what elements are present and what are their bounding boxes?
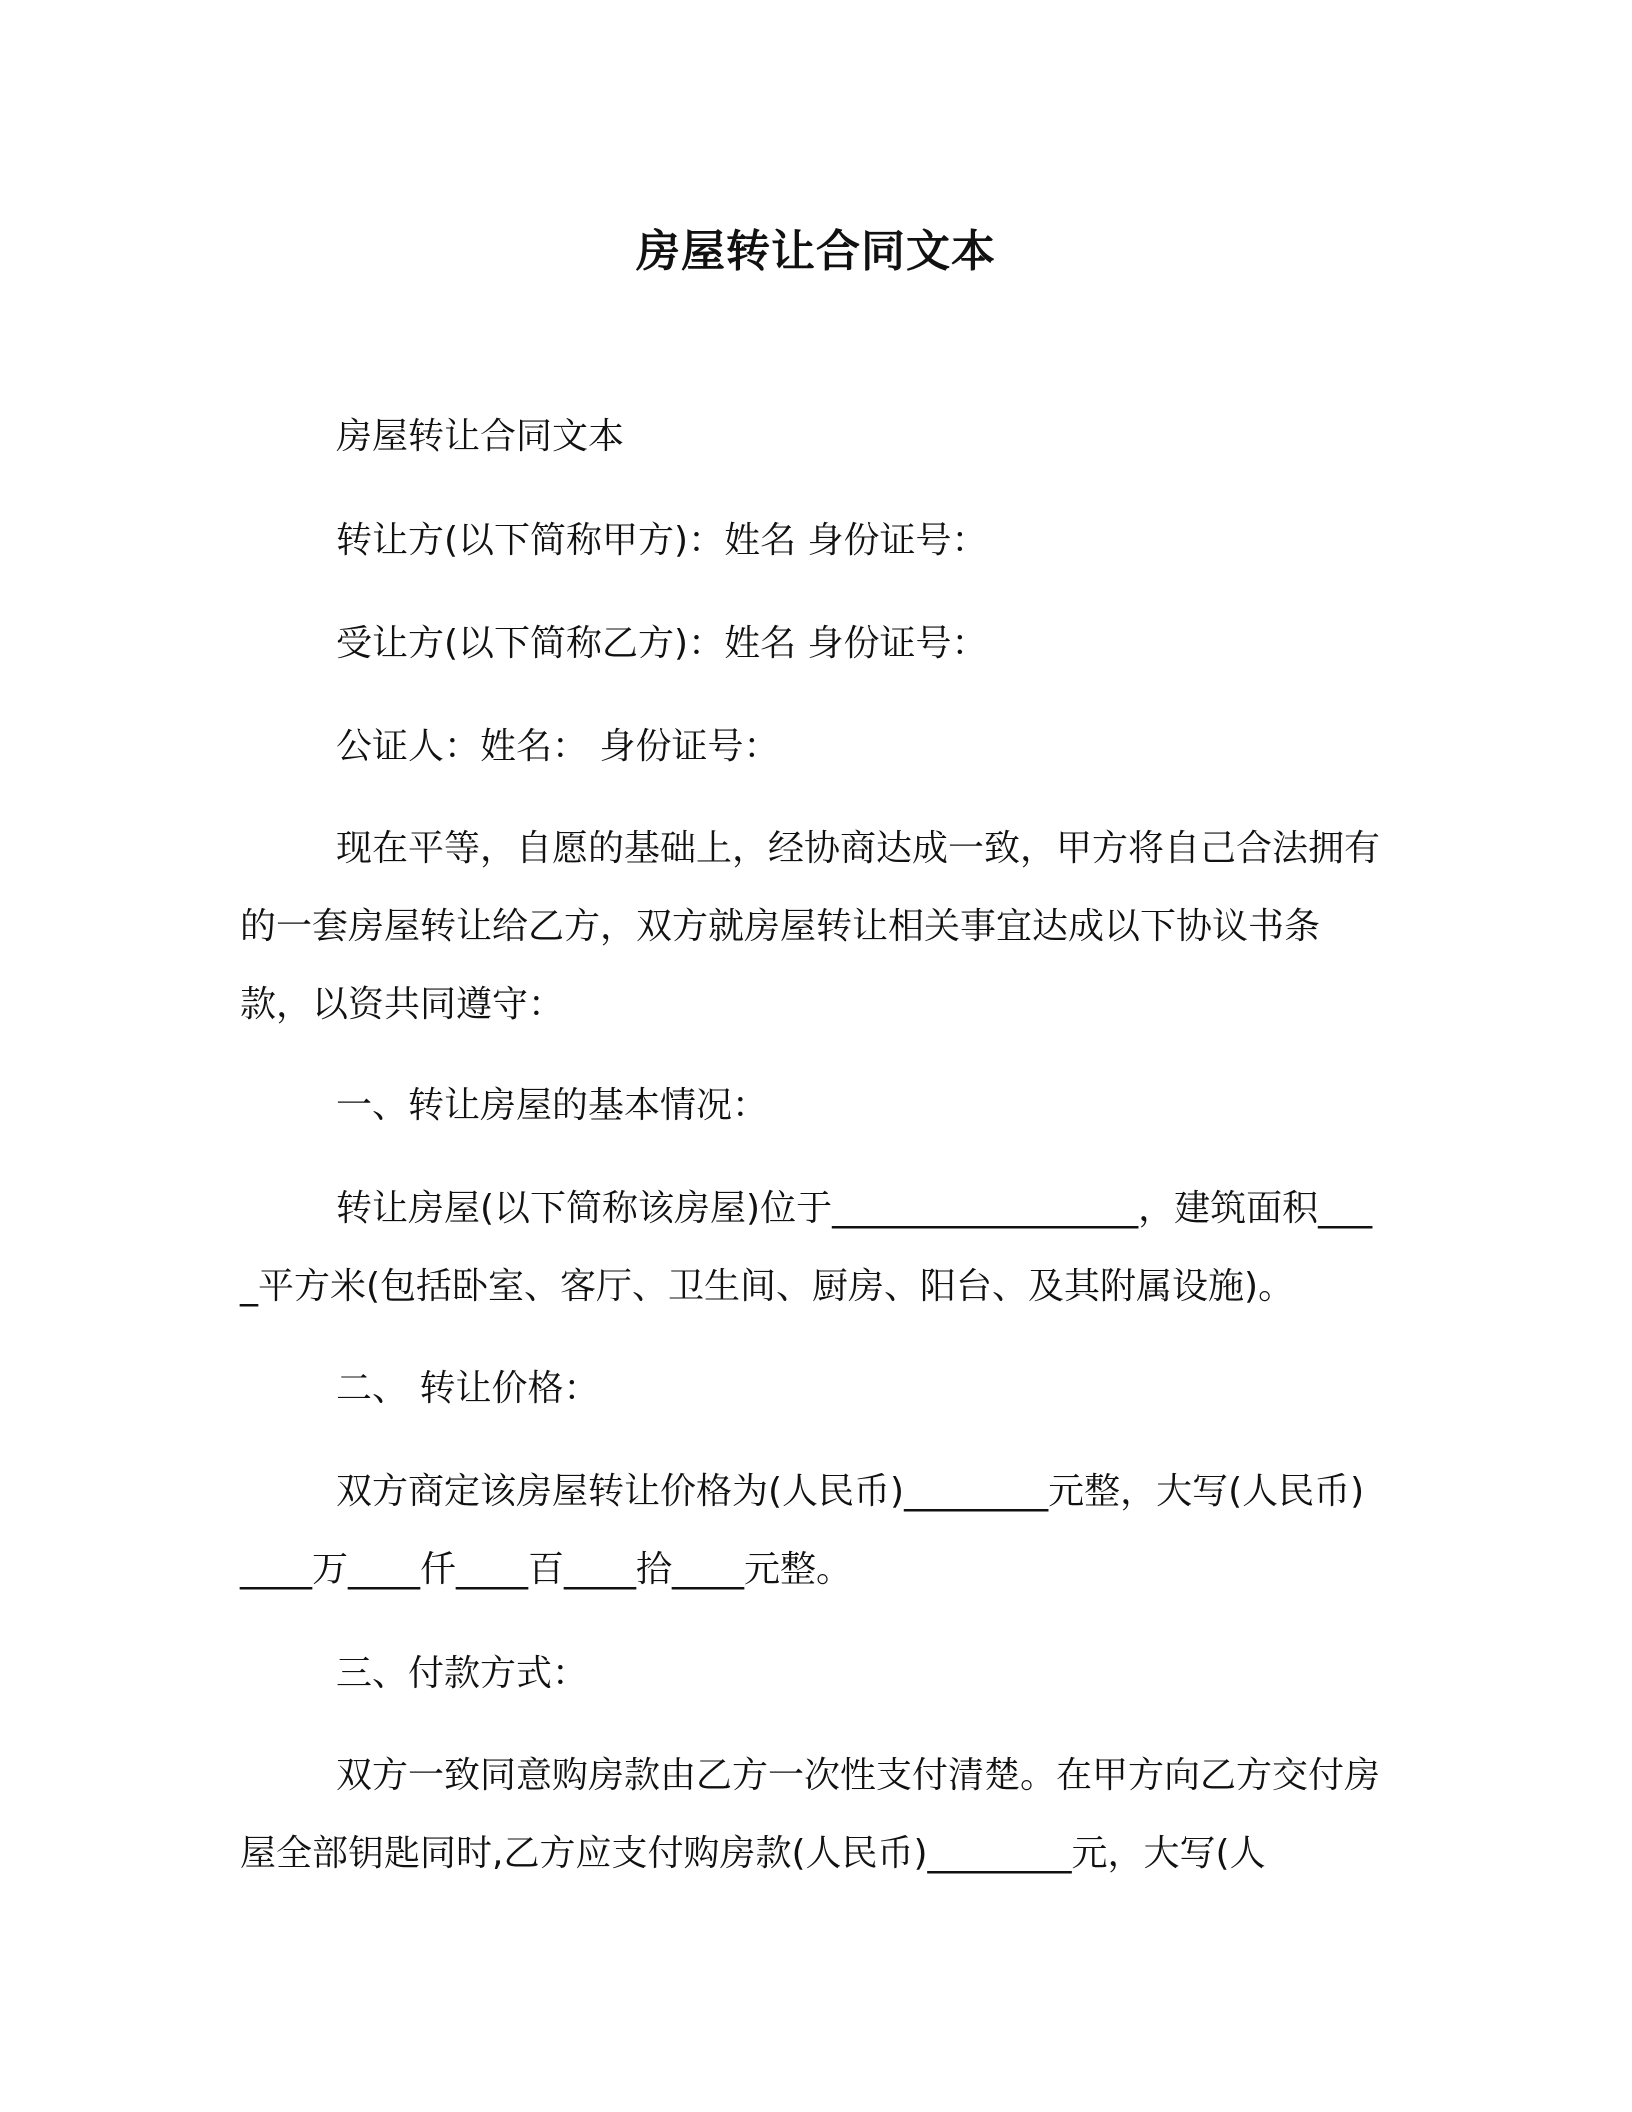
paragraph-heading: 房屋转让合同文本 xyxy=(336,416,625,457)
paragraph-price: 双方商定该房屋转让价格为(人民币)________元整，大写(人民币)____万____仟____百____拾____元整。 xyxy=(240,1471,1365,1590)
paragraph-notary: 公证人：姓名： 身份证号： xyxy=(336,726,780,767)
section-heading-basic-info: 一、转让房屋的基本情况： xyxy=(336,1085,769,1126)
paragraph-preamble: 现在平等，自愿的基础上，经协商达成一致，甲方将自己合法拥有的一套房屋转让给乙方，双方就房屋转让相关事宜达成以下协议书条款，以资共同遵守： xyxy=(240,828,1381,1025)
paragraph-transferee: 受让方(以下简称乙方)：姓名 身份证号： xyxy=(336,623,988,664)
section-heading-payment: 三、付款方式： xyxy=(336,1653,589,1694)
paragraph-transferor: 转让方(以下简称甲方)：姓名 身份证号： xyxy=(336,520,988,561)
paragraph-payment: 双方一致同意购房款由乙方一次性支付清楚。在甲方向乙方交付房屋全部钥匙同时,乙方应支付购房款(人民币)________元，大写(人 xyxy=(240,1755,1381,1874)
document-title: 房屋转让合同文本 xyxy=(636,226,996,277)
section-heading-price: 二、 转让价格： xyxy=(336,1368,600,1409)
paragraph-property-location: 转让房屋(以下简称该房屋)位于_________________，建筑面积____平方米(包括卧室、客厅、卫生间、厨房、阳台、及其附属设施)。 xyxy=(240,1188,1373,1307)
